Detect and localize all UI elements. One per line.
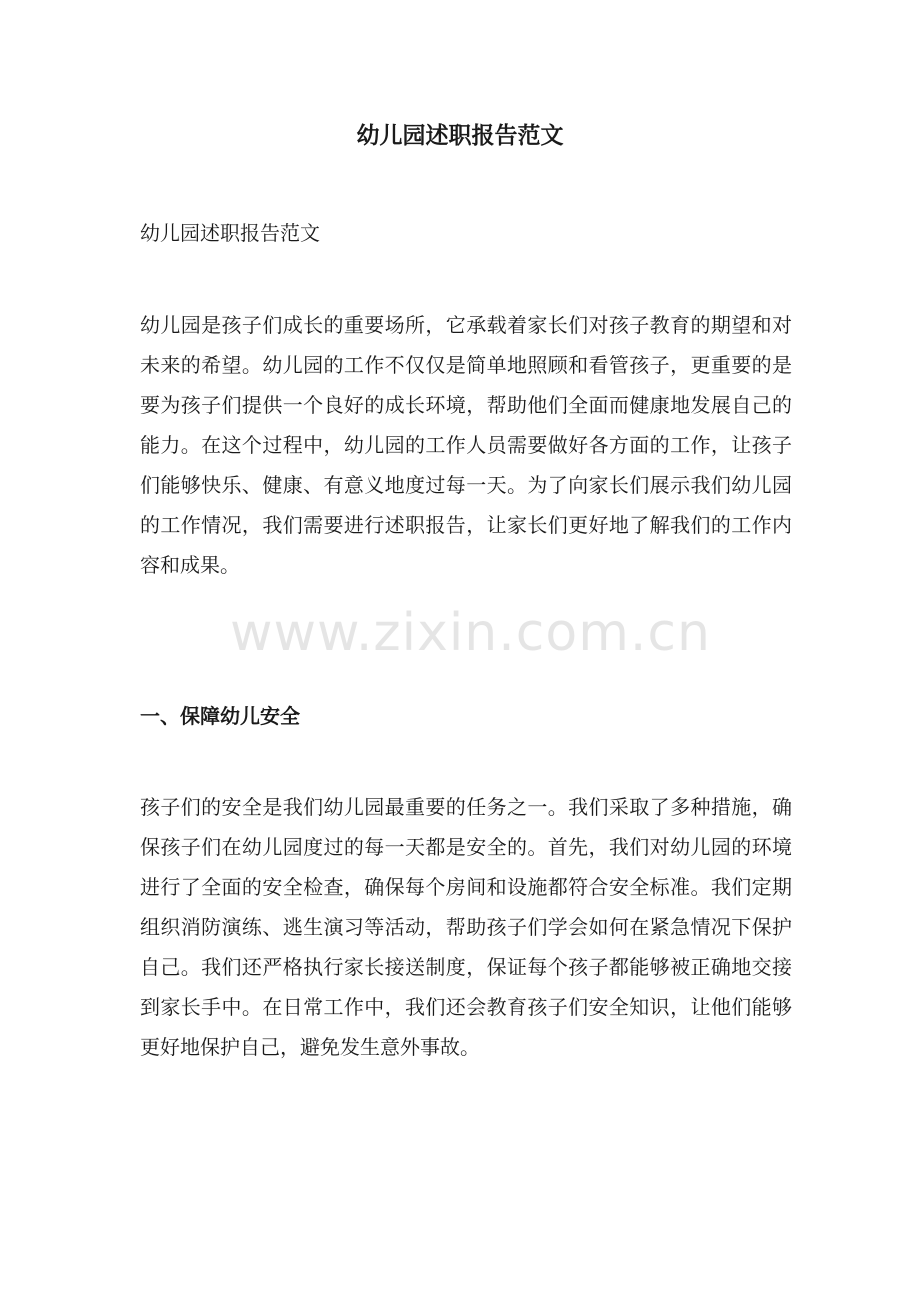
watermark: www.zixin.com.cn bbox=[230, 603, 711, 663]
section-paragraph-safety: 孩子们的安全是我们幼儿园最重要的任务之一。我们采取了多种措施，确保孩子们在幼儿园度过的每一天都是安全的。首先，我们对幼儿园的环境进行了全面的安全检查，确保每个房间和设施都符合安全标准。我们定期组织消防演练、逃生演习等活动，帮助孩子们学会如何在紧急情况下保护自己。我们还严格执行家长接送制度，保证每个孩子都能够被正确地交接到家长手中。在日常工作中，我们还会教育孩子们安全知识，让他们能够更好地保护自己，避免发生意外事故。 bbox=[140, 795, 792, 1059]
document-subtitle: 幼儿园述职报告范文 bbox=[140, 221, 320, 245]
section-heading-safety: 一、保障幼儿安全 bbox=[140, 704, 300, 728]
document-title: 幼儿园述职报告范文 bbox=[356, 122, 564, 149]
intro-paragraph: 幼儿园是孩子们成长的重要场所，它承载着家长们对孩子教育的期望和对未来的希望。幼儿园的工作不仅仅是简单地照顾和看管孩子，更重要的是要为孩子们提供一个良好的成长环境，帮助他们全面而健康地发展自己的能力。在这个过程中，幼儿园的工作人员需要做好各方面的工作，让孩子们能够快乐、健康、有意义地度过每一天。为了向家长们展示我们幼儿园的工作情况，我们需要进行述职报告，让家长们更好地了解我们的工作内容和成果。 bbox=[140, 313, 792, 577]
